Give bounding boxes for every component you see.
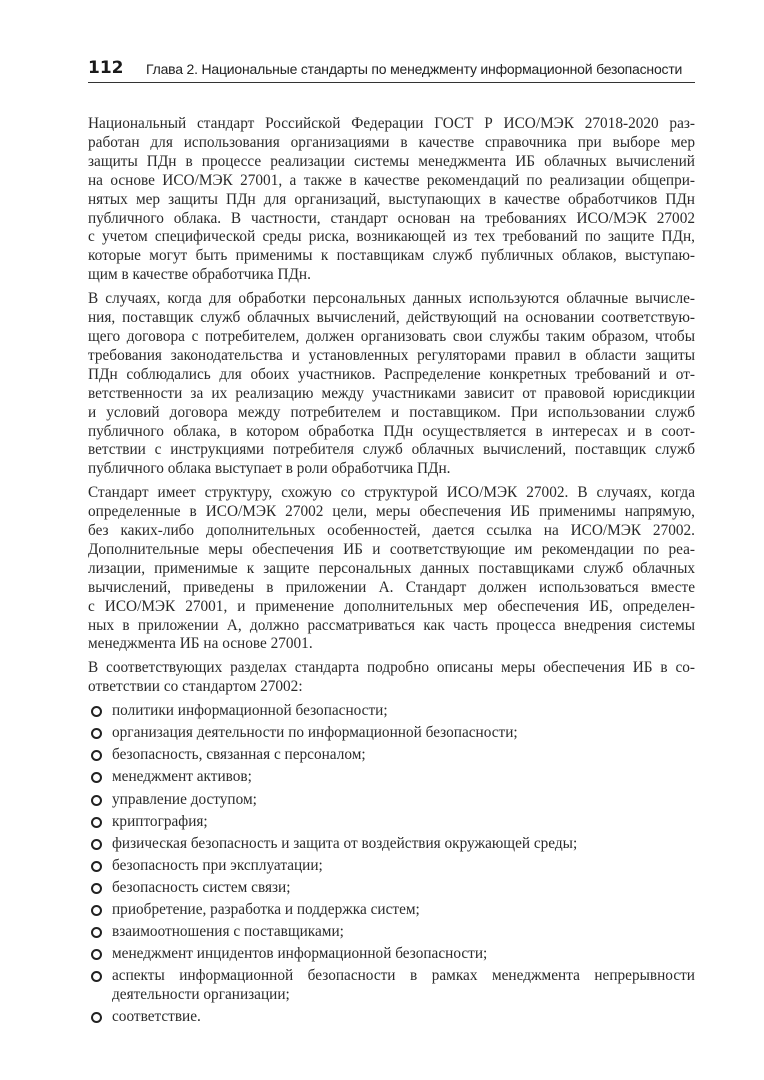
text-line: работан для использования организациями в качестве справочника при выборе мер bbox=[88, 133, 695, 151]
text-line: ответствии со стандартом 27002: bbox=[88, 678, 303, 696]
list-item-text: организация деятельности по информационной безопасности; bbox=[112, 724, 518, 742]
text-line: без каких-либо дополнительных особенностей, дается ссылка на ИСО/МЭК 27002. bbox=[88, 522, 695, 540]
list-item bbox=[88, 724, 695, 743]
bullet-circle-icon bbox=[91, 817, 102, 828]
list-item-text: безопасность при эксплуатации; bbox=[112, 856, 323, 874]
text-line: которые могут быть применимы к поставщикам служб публичных облаков, выступаю- bbox=[88, 247, 695, 265]
text-line: щим в качестве обработчика ПДн. bbox=[88, 266, 311, 284]
bullet-circle-icon bbox=[91, 971, 102, 982]
list-item bbox=[88, 879, 695, 898]
bullet-circle-icon bbox=[91, 927, 102, 938]
running-header bbox=[88, 58, 695, 83]
paragraph bbox=[88, 115, 695, 285]
list-item-text: безопасность, связанная с персоналом; bbox=[112, 746, 366, 764]
list-item bbox=[88, 857, 695, 876]
list-item bbox=[88, 901, 695, 920]
text-line: ПДн соблюдались для обоих участников. Распределение конкретных требований и от- bbox=[88, 365, 695, 383]
bullet-circle-icon bbox=[91, 949, 102, 960]
list-item-text: физическая безопасность и защита от воздействия окружающей среды; bbox=[112, 834, 578, 852]
bullet-circle-icon bbox=[91, 772, 102, 783]
list-item-text: приобретение, разработка и поддержка систем; bbox=[112, 901, 420, 919]
chapter-title: Глава 2. Национальные стандарты по менеджменту информационной безопасности bbox=[146, 61, 683, 77]
text-line: Дополнительные меры обеспечения ИБ и соответствующие им рекомендации по реа- bbox=[88, 540, 695, 558]
page-number: 112 bbox=[88, 58, 124, 78]
list-item-text: менеджмент инцидентов информационной безопасности; bbox=[112, 945, 488, 963]
bullet-circle-icon bbox=[91, 861, 102, 872]
text-line: ных в приложении А, должно рассматриваться как часть процесса внедрения системы bbox=[88, 616, 695, 634]
text-line: и условий договора между потребителем и поставщиком. При использовании служб bbox=[88, 403, 695, 421]
list-item bbox=[88, 791, 695, 810]
list-item-text: безопасность систем связи; bbox=[112, 878, 291, 896]
list-item-text: менеджмент активов; bbox=[112, 768, 252, 786]
bullet-circle-icon bbox=[91, 706, 102, 717]
list-item-text: соответствие. bbox=[112, 1008, 201, 1026]
bullet-circle-icon bbox=[91, 1012, 102, 1023]
text-line: менеджмента ИБ на основе 27001. bbox=[88, 635, 313, 653]
list-item-text: политики информационной безопасности; bbox=[112, 702, 388, 720]
bullet-list bbox=[88, 702, 695, 1027]
list-item bbox=[88, 923, 695, 942]
page-body bbox=[88, 115, 695, 1030]
list-item bbox=[88, 967, 695, 1005]
list-item-text: взаимоотношения с поставщиками; bbox=[112, 923, 344, 941]
bullet-circle-icon bbox=[91, 883, 102, 894]
text-line: лизации, применимые к защите персональных данных поставщиками служб облачных bbox=[88, 559, 695, 577]
text-line: на основе ИСО/МЭК 27001, а также в качестве рекомендаций по реализации общепри- bbox=[88, 171, 695, 189]
list-item bbox=[88, 835, 695, 854]
text-line: вычислений, приведены в приложении А. Стандарт должен использоваться вместе bbox=[88, 578, 695, 596]
list-item-text: деятельности организации; bbox=[112, 986, 290, 1004]
list-item bbox=[88, 768, 695, 787]
bullet-circle-icon bbox=[91, 728, 102, 739]
text-line: публичного облака, в котором обработка ПДн осуществляется в интересах и в соот- bbox=[88, 422, 695, 440]
text-line: ветствии с инструкциями потребителя служб облачных вычислений, поставщик служб bbox=[88, 441, 695, 459]
bullet-circle-icon bbox=[91, 905, 102, 916]
paragraph bbox=[88, 484, 695, 654]
text-line: публичного облака выступает в роли обработчика ПДн. bbox=[88, 460, 451, 478]
paragraph bbox=[88, 659, 695, 697]
paragraph bbox=[88, 290, 695, 479]
text-line: В соответствующих разделах стандарта подробно описаны меры обеспечения ИБ в со- bbox=[88, 659, 695, 677]
list-item bbox=[88, 746, 695, 765]
text-line: В случаях, когда для обработки персональных данных используются облачные вычисле- bbox=[88, 290, 695, 308]
text-line: с учетом специфической среды риска, возникающей из тех требований по защите ПДн, bbox=[88, 228, 695, 246]
bullet-circle-icon bbox=[91, 839, 102, 850]
text-line: Национальный стандарт Российской Федерации ГОСТ Р ИСО/МЭК 27018-2020 раз- bbox=[88, 115, 695, 132]
list-item-text: управление доступом; bbox=[112, 790, 257, 808]
text-line: ния, поставщик служб облачных вычислений, действующий на основании соответствую- bbox=[88, 309, 695, 327]
list-item-text: аспекты информационной безопасности в рамках менеджмента непрерывности bbox=[112, 967, 695, 985]
bullet-circle-icon bbox=[91, 750, 102, 761]
text-line: требования законодательства и установленных регуляторами правил в области защиты bbox=[88, 346, 695, 364]
list-item bbox=[88, 702, 695, 721]
list-item-text: криптография; bbox=[112, 812, 208, 830]
list-item bbox=[88, 1008, 695, 1027]
text-line: защиты ПДн в процессе реализации системы менеджмента ИБ облачных вычислений bbox=[88, 152, 695, 170]
text-line: определенные в ИСО/МЭК 27002 цели, меры обеспечения ИБ применимы напрямую, bbox=[88, 503, 695, 521]
text-line: Стандарт имеет структуру, схожую со структурой ИСО/МЭК 27002. В случаях, когда bbox=[88, 484, 695, 502]
text-line: щего договора с потребителем, должен организовать свои службы таким образом, чтобы bbox=[88, 327, 695, 345]
text-line: ветственности за их реализацию между участниками зависит от правовой юрисдикции bbox=[88, 384, 695, 402]
text-line: с ИСО/МЭК 27001, и применение дополнительных мер обеспечения ИБ, определен- bbox=[88, 597, 695, 615]
list-item bbox=[88, 813, 695, 832]
bullet-circle-icon bbox=[91, 795, 102, 806]
paragraphs bbox=[88, 115, 695, 697]
text-line: нятых мер защиты ПДн для организаций, выступающих в качестве обработчиков ПДн bbox=[88, 190, 695, 208]
list-item bbox=[88, 945, 695, 964]
text-line: публичного облака. В частности, стандарт основан на требованиях ИСО/МЭК 27002 bbox=[88, 209, 695, 227]
